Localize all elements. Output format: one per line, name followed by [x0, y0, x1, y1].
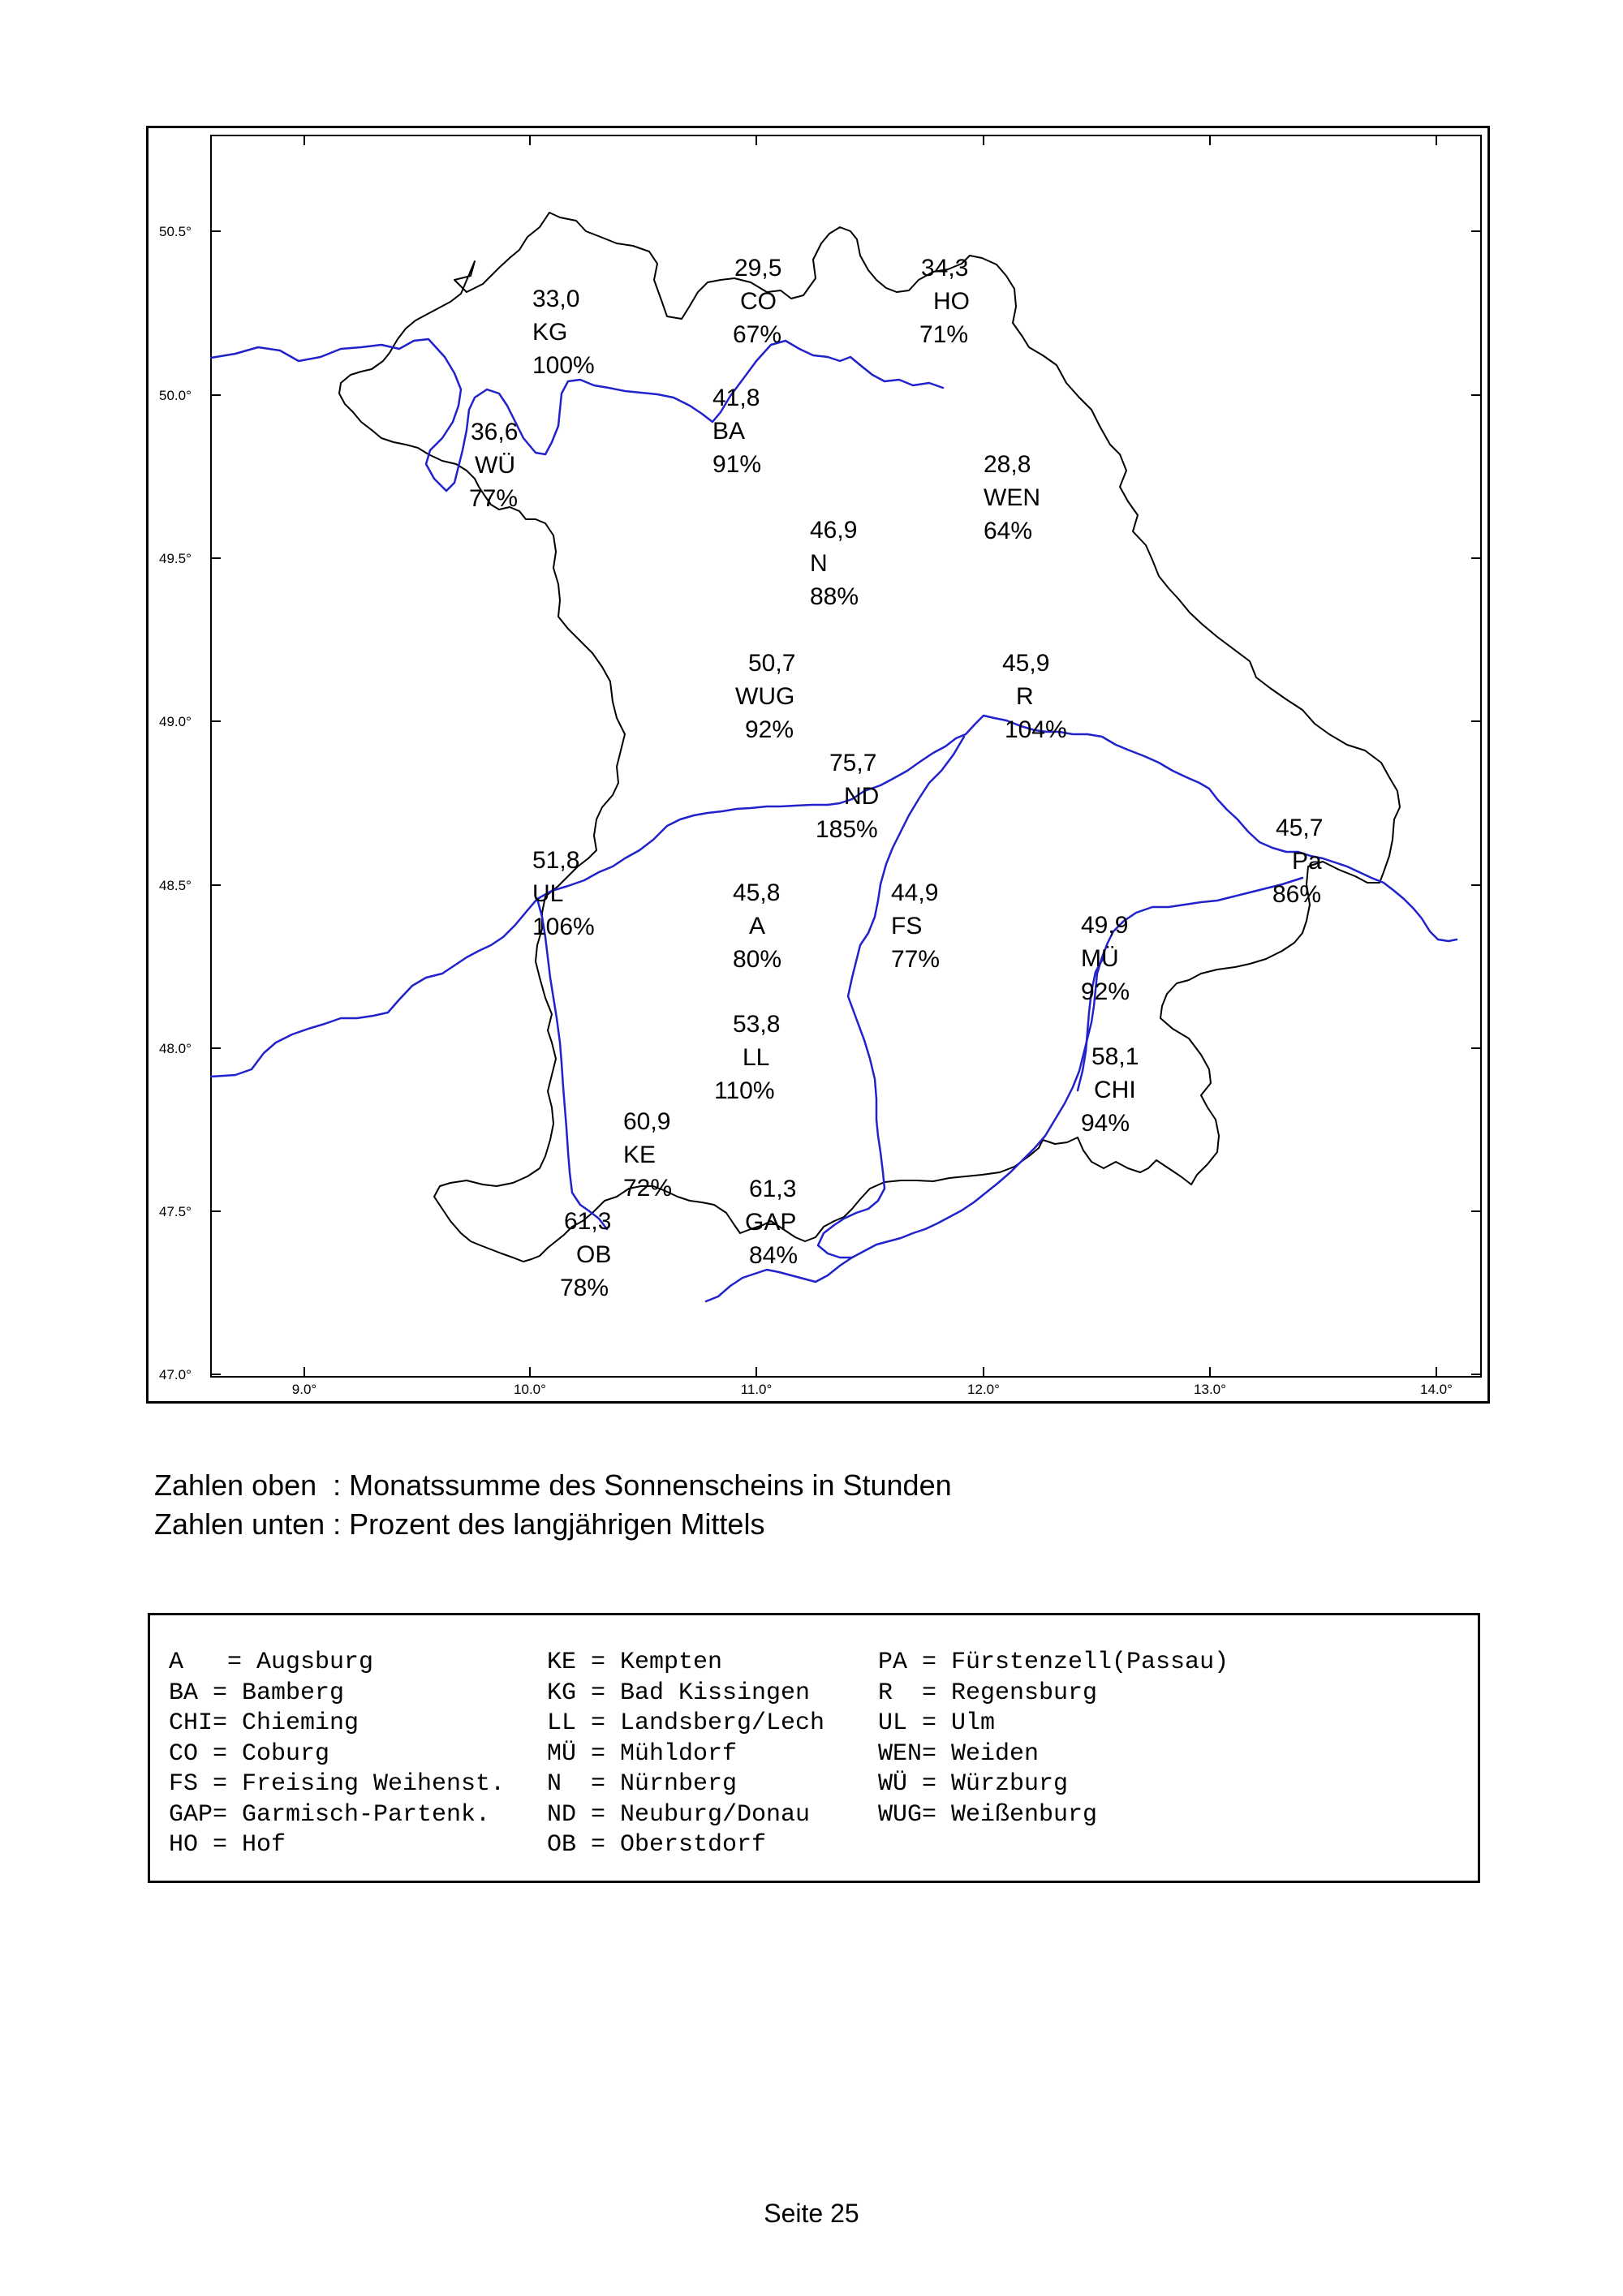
station-percent: 64% — [984, 518, 1033, 544]
station-mü — [1081, 912, 1130, 1005]
station-percent: 92% — [745, 716, 794, 743]
legend-column-2 — [547, 1648, 824, 1861]
station-kg — [532, 286, 595, 379]
legend-entry: KE = Kempten — [547, 1649, 723, 1676]
lat-tick-label: 47.0° — [159, 1367, 192, 1382]
station-hours: 36,6 — [471, 419, 519, 445]
station-code: KE — [623, 1142, 657, 1168]
station-percent: 100% — [532, 352, 595, 379]
station-n — [810, 517, 859, 610]
legend-entry: MÜ = Mühldorf — [547, 1739, 738, 1768]
station-code: OB — [576, 1241, 612, 1268]
station-hours: 28,8 — [984, 451, 1031, 478]
legend-entry: WUG= Weißenburg — [878, 1800, 1098, 1829]
state-border — [339, 213, 1400, 1262]
station-hours: 61,3 — [749, 1176, 797, 1202]
legend-entry: CO = Coburg — [169, 1739, 330, 1768]
lon-tick-label: 14.0° — [1420, 1382, 1453, 1397]
legend-entry: BA = Bamberg — [169, 1679, 345, 1707]
station-hours: 41,8 — [712, 385, 760, 411]
station-hours: 60,9 — [623, 1108, 671, 1135]
legend-column-1 — [169, 1648, 505, 1861]
station-hours: 51,8 — [532, 847, 580, 874]
station-percent: 88% — [810, 583, 859, 610]
station-pa — [1272, 815, 1323, 908]
station-chi — [1081, 1043, 1139, 1137]
station-hours: 45,7 — [1276, 815, 1324, 841]
station-percent: 106% — [532, 914, 595, 940]
station-code: CO — [740, 288, 777, 315]
station-ob — [560, 1208, 611, 1301]
station-percent: 72% — [623, 1175, 673, 1202]
station-percent: 84% — [749, 1242, 799, 1269]
station-hours: 58,1 — [1091, 1043, 1139, 1070]
lon-tick-label: 11.0° — [740, 1382, 773, 1397]
station-percent: 91% — [712, 451, 762, 478]
station-r — [1002, 650, 1067, 743]
station-code: UL — [532, 880, 564, 907]
station-co — [733, 255, 781, 348]
lon-tick-label: 13.0° — [1194, 1382, 1226, 1397]
station-hours: 33,0 — [532, 286, 580, 312]
legend-entry: N = Nürnberg — [547, 1770, 738, 1798]
station-hours: 50,7 — [748, 650, 796, 677]
note-bottom-numbers: Zahlen unten : Prozent des langjährigen Mittels — [154, 1507, 765, 1541]
station-hours: 44,9 — [891, 879, 939, 906]
station-hours: 34,3 — [921, 255, 969, 282]
station-percent: 77% — [469, 485, 519, 512]
legend-entry: WEN= Weiden — [878, 1739, 1040, 1768]
station-percent: 80% — [733, 946, 782, 973]
legend-entry: ND = Neuburg/Donau — [547, 1800, 811, 1829]
legend-entry: KG = Bad Kissingen — [547, 1679, 811, 1707]
legend-entry: GAP= Garmisch-Partenk. — [169, 1800, 491, 1829]
station-code: BA — [712, 418, 746, 445]
station-ho — [919, 255, 970, 348]
lon-tick-label: 9.0° — [291, 1382, 317, 1397]
station-hours: 29,5 — [734, 255, 782, 282]
station-percent: 86% — [1272, 881, 1322, 908]
legend-entry: UL = Ulm — [878, 1709, 996, 1737]
lat-tick-label: 48.0° — [159, 1041, 192, 1056]
station-percent: 185% — [816, 816, 878, 843]
station-hours: 45,9 — [1002, 650, 1050, 677]
station-code: KG — [532, 319, 568, 346]
station-code: R — [1016, 683, 1034, 710]
station-hours: 61,3 — [564, 1208, 612, 1235]
station-code: A — [749, 913, 766, 939]
lat-tick-label: 47.5° — [159, 1204, 192, 1219]
note-top-numbers: Zahlen oben : Monatssumme des Sonnenscheins in Stunden — [154, 1468, 952, 1502]
lon-tick-label: 10.0° — [514, 1382, 546, 1397]
station-percent: 71% — [919, 321, 969, 348]
station-percent: 77% — [891, 946, 941, 973]
page-number: Seite 25 — [764, 2199, 859, 2228]
legend-entry: OB = Oberstdorf — [547, 1831, 767, 1859]
station-code: GAP — [745, 1209, 797, 1236]
station-hours: 45,8 — [733, 879, 781, 906]
station-code: WÜ — [475, 452, 515, 479]
station-code: HO — [933, 288, 970, 315]
station-gap — [745, 1176, 798, 1269]
station-wen — [984, 451, 1040, 544]
station-code: FS — [891, 913, 923, 939]
legend-entry: A = Augsburg — [169, 1649, 374, 1676]
station-code: LL — [743, 1044, 770, 1071]
lat-tick-label: 49.0° — [159, 714, 192, 729]
legend-entry: HO = Hof — [169, 1831, 286, 1859]
station-percent: 92% — [1081, 978, 1130, 1005]
river-lech — [537, 899, 607, 1229]
station-ke — [623, 1108, 672, 1202]
lon-tick-label: 12.0° — [967, 1382, 1000, 1397]
station-hours: 75,7 — [829, 750, 877, 776]
station-code: N — [810, 550, 828, 577]
legend-entry: R = Regensburg — [878, 1679, 1098, 1707]
legend-entry: FS = Freising Weihenst. — [169, 1770, 506, 1798]
station-code: CHI — [1094, 1077, 1136, 1103]
lat-tick-label: 50.0° — [159, 388, 192, 403]
station-wug — [735, 650, 795, 743]
station-percent: 94% — [1081, 1110, 1130, 1137]
station-code: WEN — [984, 484, 1040, 511]
legend-entry: CHI= Chieming — [169, 1709, 359, 1737]
station-code: WUG — [735, 683, 795, 710]
station-ba — [712, 385, 761, 478]
station-ll — [714, 1011, 780, 1104]
legend-column-3 — [878, 1648, 1229, 1830]
legend-entry: PA = Fürstenzell(Passau) — [878, 1649, 1229, 1676]
legend-entry: WÜ = Würzburg — [878, 1770, 1069, 1798]
station-percent: 67% — [733, 321, 782, 348]
station-wü — [469, 419, 518, 512]
station-hours: 53,8 — [733, 1011, 781, 1038]
lat-tick-label: 48.5° — [159, 878, 192, 893]
station-fs — [891, 879, 940, 973]
station-a — [733, 879, 781, 973]
station-nd — [816, 750, 879, 843]
station-code: ND — [844, 783, 880, 810]
station-hours: 46,9 — [810, 517, 858, 544]
station-percent: 104% — [1005, 716, 1067, 743]
legend-entry: LL = Landsberg/Lech — [547, 1709, 825, 1737]
station-code: Pa — [1292, 848, 1322, 875]
lat-tick-label: 50.5° — [159, 224, 192, 239]
station-hours: 49,9 — [1081, 912, 1129, 939]
lat-tick-label: 49.5° — [159, 551, 192, 566]
axis-ticks — [159, 135, 1481, 1397]
station-code: MÜ — [1081, 945, 1119, 972]
station-percent: 110% — [714, 1077, 775, 1104]
station-percent: 78% — [560, 1275, 609, 1301]
